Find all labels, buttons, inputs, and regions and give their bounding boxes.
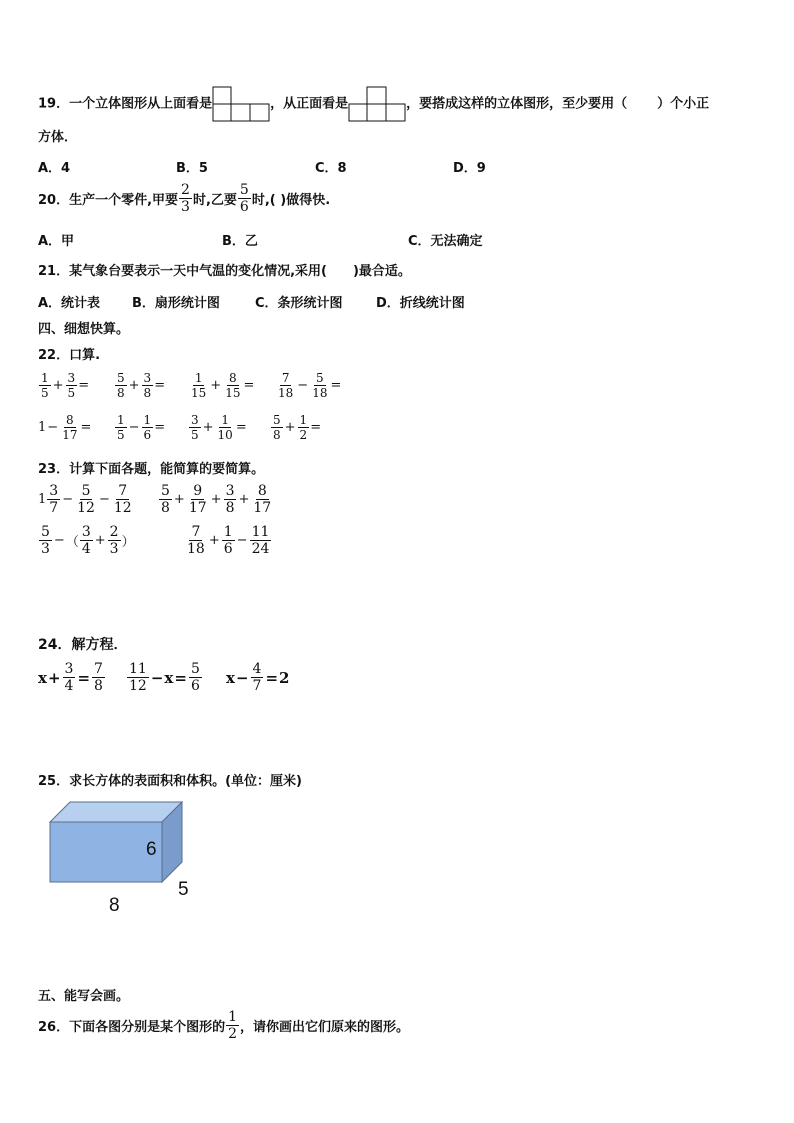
q21-number: 21． — [38, 264, 70, 279]
fraction: $\frac{3}{8}$ — [143, 371, 152, 400]
cuboid-diagram — [46, 800, 196, 920]
q21-option-b[interactable]: B．扇形统计图 — [132, 296, 220, 311]
q19-text-2: ，从正面看是 — [270, 96, 349, 112]
fraction: $\frac{3}{5}$ — [191, 413, 199, 442]
q26-text-2: ，请你画出它们原来的图形。 — [240, 1020, 410, 1035]
fraction: $\frac{5}{3}$ — [41, 524, 50, 557]
q19-option-a[interactable]: A．4 — [38, 161, 71, 176]
q20-text-2: 时,乙要 — [192, 193, 237, 208]
fraction: $\frac{3}{4}$ — [64, 661, 74, 694]
section-4-heading: 四、细想快算。 — [38, 322, 130, 337]
q23-title: 23．计算下面各题，能简算的要简算。 — [38, 462, 265, 477]
q26-text-1: 下面各图分别是某个图形的 — [69, 1020, 226, 1035]
fraction: $\frac{1}{5}$ — [41, 371, 49, 400]
question-26 — [38, 1010, 409, 1041]
fraction: $\frac{3}{5}$ — [67, 371, 76, 400]
q20-fraction-yi: $\frac{5}{6}$ — [239, 182, 249, 215]
fraction: $\frac{11}{12}$ — [129, 661, 147, 694]
fraction: $\frac{1}{10}$ — [217, 413, 233, 442]
q22-expr-6: $\frac{1}{5}$ − $\frac{1}{6}$ = — [117, 413, 166, 442]
fraction: $\frac{1}{6}$ — [223, 524, 233, 557]
q23-expr-3: $\frac{5}{3}$ − （ $\frac{3}{4}$ + $\frac{2}{3}$ ） — [41, 524, 135, 557]
question-21 — [38, 260, 411, 279]
q19-text-4: ）个小正 — [657, 96, 710, 112]
fraction: $\frac{3}{7}$ — [49, 483, 59, 516]
q22-title: 22．口算. — [38, 348, 101, 363]
q22-expr-4: $\frac{7}{18}$ − $\frac{5}{18}$ = — [278, 371, 342, 400]
section-5-heading: 五、能写会画。 — [38, 989, 130, 1004]
q24-title: 24．解方程． — [38, 637, 128, 653]
fraction: $\frac{5}{18}$ — [312, 371, 328, 400]
fraction: $\frac{7}{18}$ — [187, 524, 205, 557]
cuboid-top-face — [50, 802, 182, 822]
q19-text-5: 方体． — [38, 130, 78, 145]
q25-title: 25．求长方体的表面积和体积。(单位：厘米) — [38, 774, 302, 789]
q20-text-1: 生产一个零件,甲要 — [69, 193, 179, 208]
q19-option-c[interactable]: C．8 — [315, 161, 347, 176]
q23-expr-2: $\frac{5}{8}$ + $\frac{9}{17}$ + $\frac{3}{8}$ + $\frac{8}{17}$ — [161, 483, 272, 516]
fraction: $\frac{7}{8}$ — [94, 661, 103, 694]
q22-expr-2: $\frac{5}{8}$ + $\frac{3}{8}$ = — [117, 371, 166, 400]
q19-text-3: ，要搭成这样的立体图形，至少要用（ — [406, 96, 628, 112]
cuboid-height-label: 6 — [146, 839, 157, 860]
q20-number: 20． — [38, 193, 70, 208]
fraction: $\frac{2}{3}$ — [109, 524, 119, 557]
q22-expr-7: $\frac{3}{5}$ + $\frac{1}{10}$ = — [191, 413, 247, 442]
fraction: $\frac{4}{7}$ — [252, 661, 262, 694]
q19-option-d[interactable]: D．9 — [453, 161, 486, 176]
fraction: $\frac{8}{17}$ — [253, 483, 272, 516]
fraction: $\frac{9}{17}$ — [188, 483, 207, 516]
q20-fraction-jia: $\frac{2}{3}$ — [181, 182, 190, 215]
fraction: $\frac{5}{8}$ — [161, 483, 170, 516]
q20-text-3: 时,( )做得快. — [251, 193, 331, 208]
fraction: $\frac{3}{4}$ — [81, 524, 91, 557]
fraction: $\frac{7}{12}$ — [113, 483, 132, 516]
q20-option-a[interactable]: A．甲 — [38, 234, 75, 249]
q24-equation-2: $\frac{11}{12}$ − x = $\frac{5}{6}$ — [129, 661, 200, 694]
q26-number: 26． — [38, 1020, 70, 1035]
q24-equation-1: x + $\frac{3}{4}$ = $\frac{7}{8}$ — [38, 661, 103, 694]
fraction: $\frac{5}{12}$ — [77, 483, 95, 516]
fraction: $\frac{8}{17}$ — [62, 413, 78, 442]
fraction: $\frac{1}{5}$ — [117, 413, 125, 442]
fraction: $\frac{1}{2}$ — [299, 413, 308, 442]
cuboid-length-label: 8 — [109, 895, 120, 916]
fraction: $\frac{5}{6}$ — [190, 661, 200, 694]
q22-expr-5: 1 − $\frac{8}{17}$ = — [38, 413, 92, 442]
fraction: $\frac{5}{8}$ — [273, 413, 281, 442]
question-19-line1 — [38, 86, 709, 122]
fraction: $\frac{1}{15}$ — [191, 371, 207, 400]
q20-option-c[interactable]: C．无法确定 — [408, 234, 483, 249]
q20-option-b[interactable]: B．乙 — [222, 234, 258, 249]
fraction: $\frac{5}{8}$ — [117, 371, 125, 400]
q21-option-d[interactable]: D．折线统计图 — [376, 296, 465, 311]
top-view-grid-icon — [212, 86, 270, 122]
q24-equation-3: x − $\frac{4}{7}$ = 2 — [226, 661, 290, 694]
q26-fraction: $\frac{1}{2}$ — [228, 1009, 238, 1042]
q21-option-c[interactable]: C．条形统计图 — [255, 296, 343, 311]
fraction: $\frac{8}{15}$ — [225, 371, 241, 400]
fraction: $\frac{7}{18}$ — [278, 371, 294, 400]
q22-expr-3: $\frac{1}{15}$ + $\frac{8}{15}$ = — [191, 371, 255, 400]
q23-expr-1: 1 $\frac{3}{7}$ − $\frac{5}{12}$ − $\frac{7}{12}$ — [38, 483, 132, 516]
q22-expr-1: $\frac{1}{5}$ + $\frac{3}{5}$ = — [41, 371, 90, 400]
front-view-grid-icon — [348, 86, 406, 122]
fraction: $\frac{3}{8}$ — [225, 483, 235, 516]
q19-number: 19． — [38, 96, 70, 112]
q23-expr-4: $\frac{7}{18}$ + $\frac{1}{6}$ − $\frac{11}{24}$ — [187, 524, 270, 557]
q22-expr-8: $\frac{5}{8}$ + $\frac{1}{2}$ = — [273, 413, 322, 442]
fraction: $\frac{11}{24}$ — [251, 524, 270, 557]
q21-text: 某气象台要表示一天中气温的变化情况,采用( )最合适。 — [69, 264, 411, 279]
q19-option-b[interactable]: B．5 — [176, 161, 208, 176]
q21-option-a[interactable]: A．统计表 — [38, 296, 101, 311]
q19-text-1: 一个立体图形从上面看是 — [69, 96, 213, 112]
fraction: $\frac{1}{6}$ — [143, 413, 152, 442]
question-20 — [38, 183, 330, 214]
cuboid-depth-label: 5 — [178, 879, 189, 900]
